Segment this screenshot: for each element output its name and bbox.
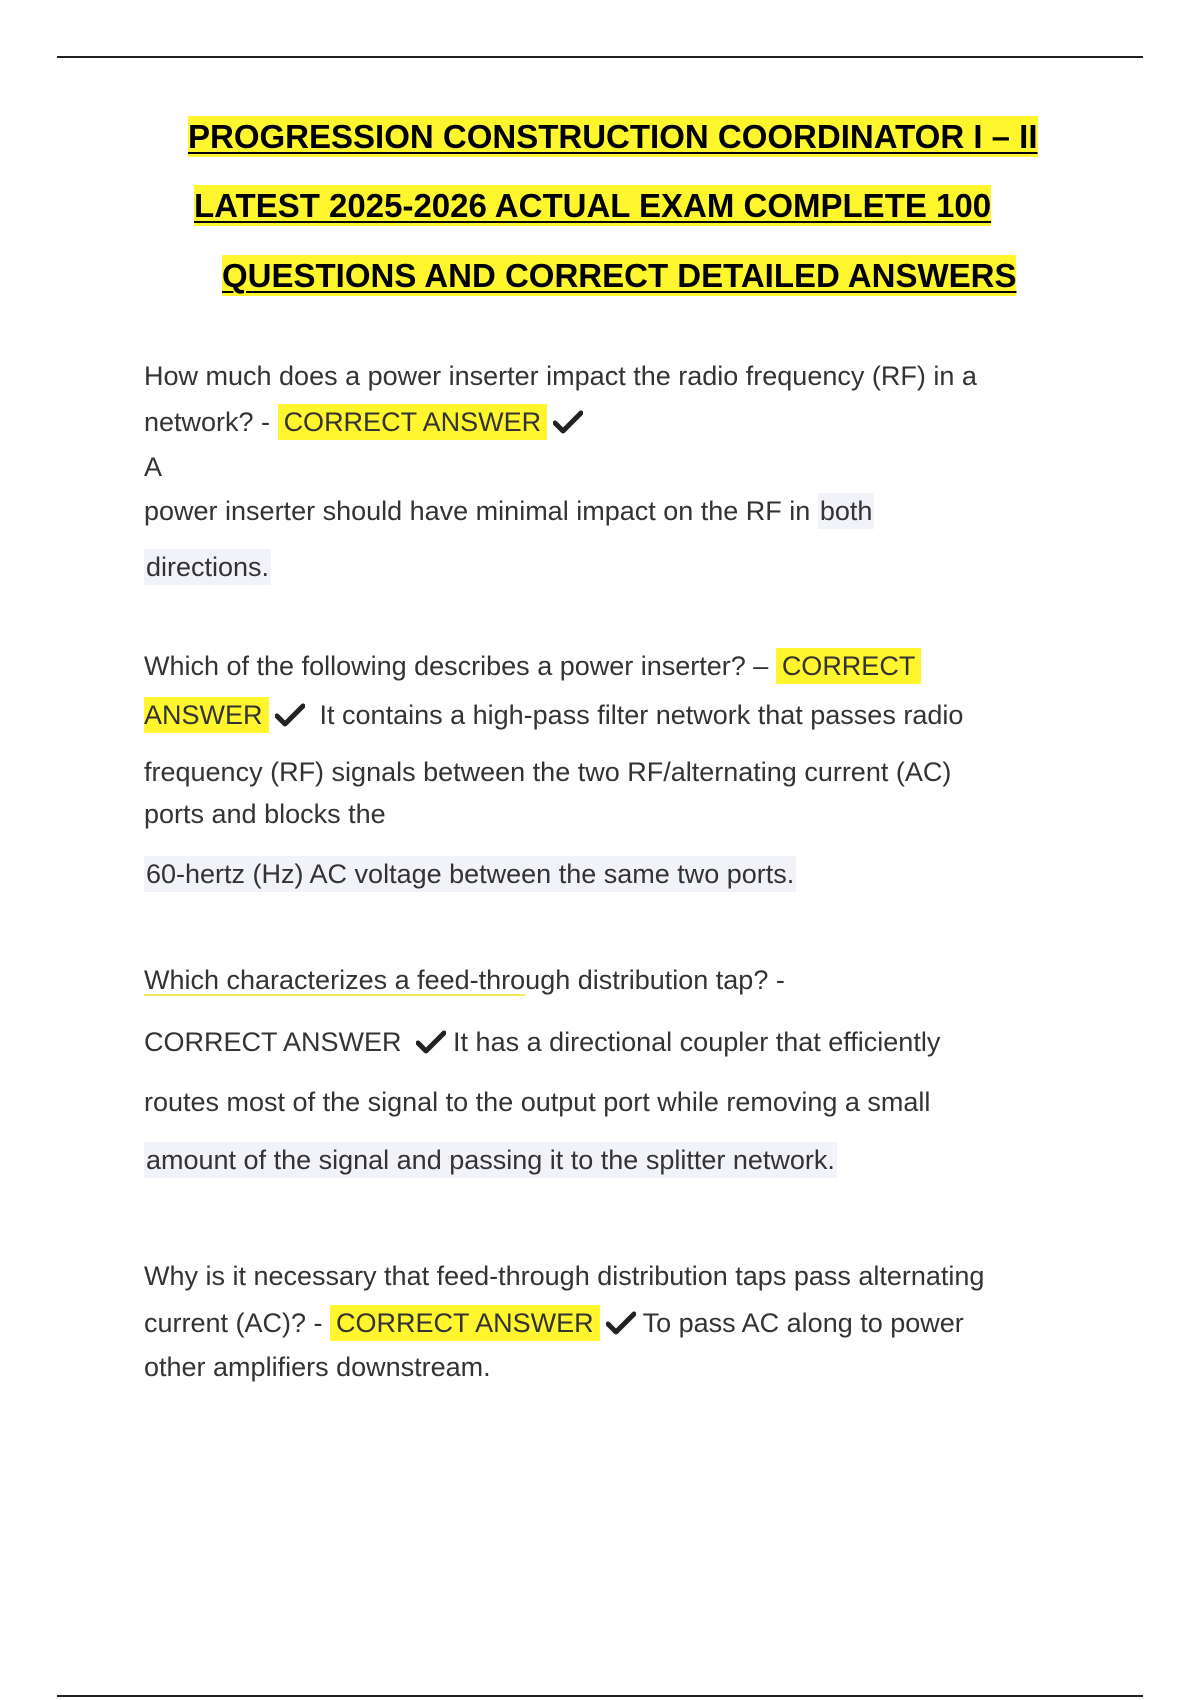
checkmark-icon [606, 1310, 636, 1336]
title-line-2: LATEST 2025-2026 ACTUAL EXAM COMPLETE 100 [194, 187, 992, 224]
q2-answer-line-3: ports and blocks the [144, 799, 386, 829]
bottom-rule [57, 1695, 1143, 1697]
q1-answer-line-3: directions. [144, 549, 271, 585]
q3-answer-line-1: CORRECT ANSWER It has a directional coupler that efficiently [144, 1027, 941, 1057]
checkmark-icon [275, 702, 305, 728]
q3-question-line-1: Which characterizes a feed-through distribution tap? - [144, 965, 785, 995]
checkmark-icon [553, 409, 583, 435]
q1-answer-line-1: A [144, 452, 163, 482]
checkmark-icon [416, 1029, 446, 1055]
q2-answer-line-2: frequency (RF) signals between the two RF/alternating current (AC) [144, 757, 952, 787]
correct-answer-label-part-1: CORRECT [776, 648, 922, 684]
correct-answer-label: CORRECT ANSWER [278, 404, 548, 440]
q1-question-line-2: network? - CORRECT ANSWER [144, 404, 583, 440]
q3-answer-line-2: routes most of the signal to the output port while removing a small [144, 1087, 931, 1117]
q2-question-line-1: Which of the following describes a power inserter? – CORRECT [144, 648, 921, 684]
correct-answer-label: CORRECT ANSWER [144, 1027, 402, 1057]
q1-answer-line-2: power inserter should have minimal impact on the RF in both [144, 493, 874, 529]
correct-answer-label-part-2: ANSWER [144, 697, 269, 733]
title-line-3: QUESTIONS AND CORRECT DETAILED ANSWERS [222, 257, 1017, 294]
q2-answer-line-1: ANSWER It contains a high-pass filter network that passes radio [144, 697, 963, 733]
title-line-1: PROGRESSION CONSTRUCTION COORDINATOR I – II [188, 118, 1038, 155]
q4-question-line-2: current (AC)? - CORRECT ANSWER To pass AC along to power [144, 1305, 964, 1341]
q1-question-line-1: How much does a power inserter impact the radio frequency (RF) in a [144, 361, 977, 391]
q2-answer-line-4: 60-hertz (Hz) AC voltage between the same two ports. [144, 856, 796, 892]
correct-answer-label: CORRECT ANSWER [330, 1305, 600, 1341]
top-rule [57, 56, 1143, 58]
q3-answer-line-3: amount of the signal and passing it to the splitter network. [144, 1142, 837, 1178]
q4-question-line-1: Why is it necessary that feed-through distribution taps pass alternating [144, 1261, 985, 1291]
q4-answer-line-2: other amplifiers downstream. [144, 1352, 491, 1382]
